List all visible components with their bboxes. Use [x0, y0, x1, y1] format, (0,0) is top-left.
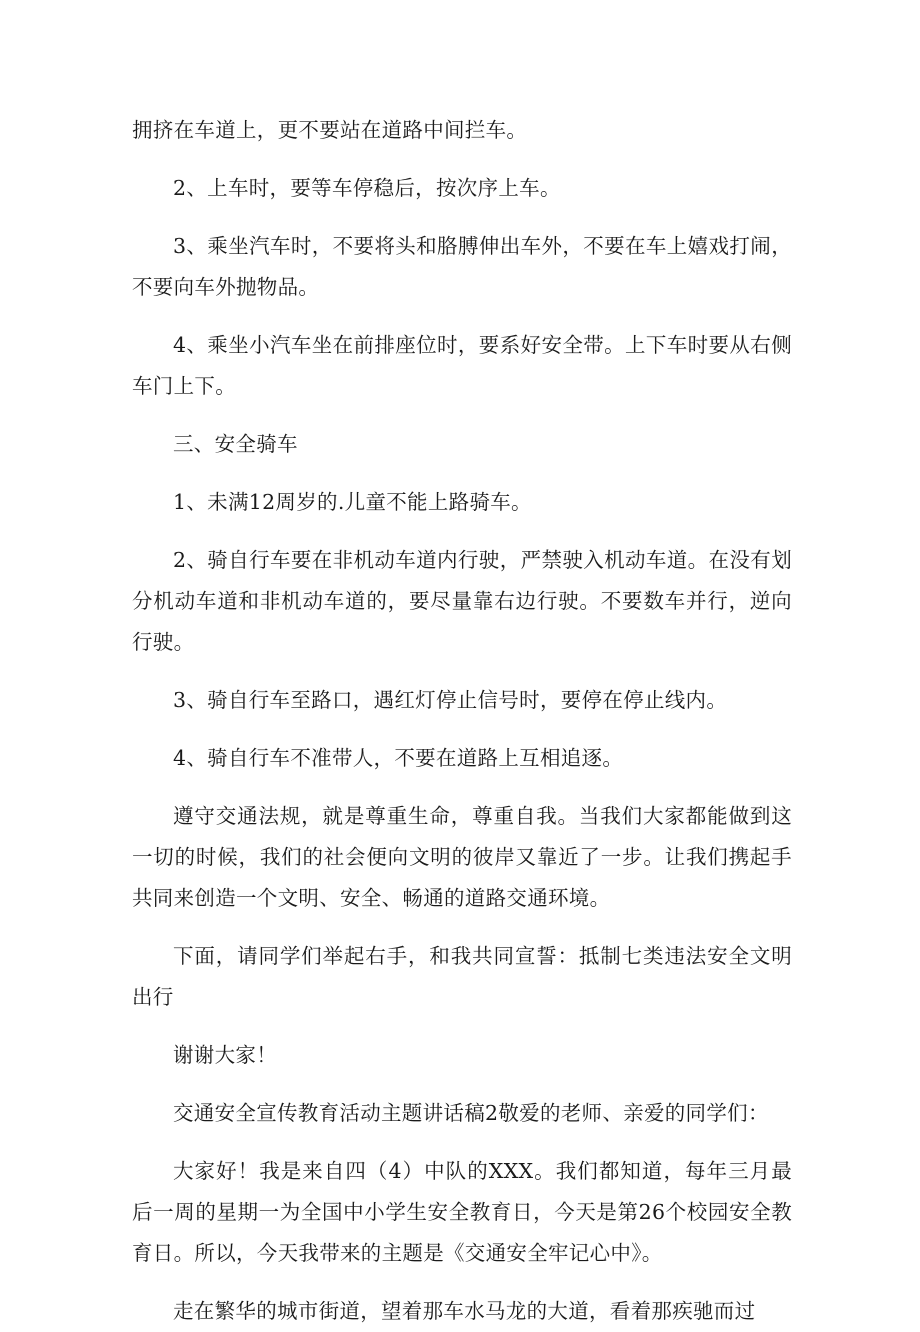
paragraph-9: 4、骑自行车不准带人，不要在道路上互相追逐。 — [173, 746, 624, 770]
paragraph-2: 2、上车时，要等车停稳后，按次序上车。 — [173, 176, 561, 200]
paragraph-12: 谢谢大家！ — [173, 1043, 277, 1067]
paragraph-11: 下面，请同学们举起右手，和我共同宣誓：抵制七类违法安全文明出行 — [132, 944, 792, 1009]
paragraph-13: 交通安全宣传教育活动主题讲话稿2敬爱的老师、亲爱的同学们： — [173, 1101, 769, 1125]
paragraph-6: 1、未满12周岁的.儿童不能上路骑车。 — [173, 490, 532, 514]
paragraph-10: 遵守交通法规，就是尊重生命，尊重自我。当我们大家都能做到这一切的时候，我们的社会便向文明的彼岸又靠近了一步。让我们携起手共同来创造一个文明、安全、畅通的道路交通环境。 — [132, 804, 792, 910]
paragraph-14: 大家好！我是来自四（4）中队的XXX。我们都知道，每年三月最后一周的星期一为全国中小学生安全教育日，今天是第26个校园安全教育日。所以，今天我带来的主题是《交通安全牢记心中》。 — [132, 1159, 792, 1265]
paragraph-15: 走在繁华的城市街道，望着那车水马龙的大道，看着那疾驰而过 — [173, 1299, 756, 1323]
paragraph-7: 2、骑自行车要在非机动车道内行驶，严禁驶入机动车道。在没有划分机动车道和非机动车道的，要尽量靠右边行驶。不要数车并行，逆向行驶。 — [132, 548, 792, 654]
paragraph-3: 3、乘坐汽车时，不要将头和胳膊伸出车外，不要在车上嬉戏打闹，不要向车外抛物品。 — [132, 234, 792, 299]
section-heading-safe-cycling: 三、安全骑车 — [173, 432, 298, 456]
paragraph-4: 4、乘坐小汽车坐在前排座位时，要系好安全带。上下车时要从右侧车门上下。 — [132, 333, 792, 398]
paragraph-1: 拥挤在车道上，更不要站在道路中间拦车。 — [132, 118, 528, 142]
paragraph-8: 3、骑自行车至路口，遇红灯停止信号时，要停在停止线内。 — [173, 688, 728, 712]
